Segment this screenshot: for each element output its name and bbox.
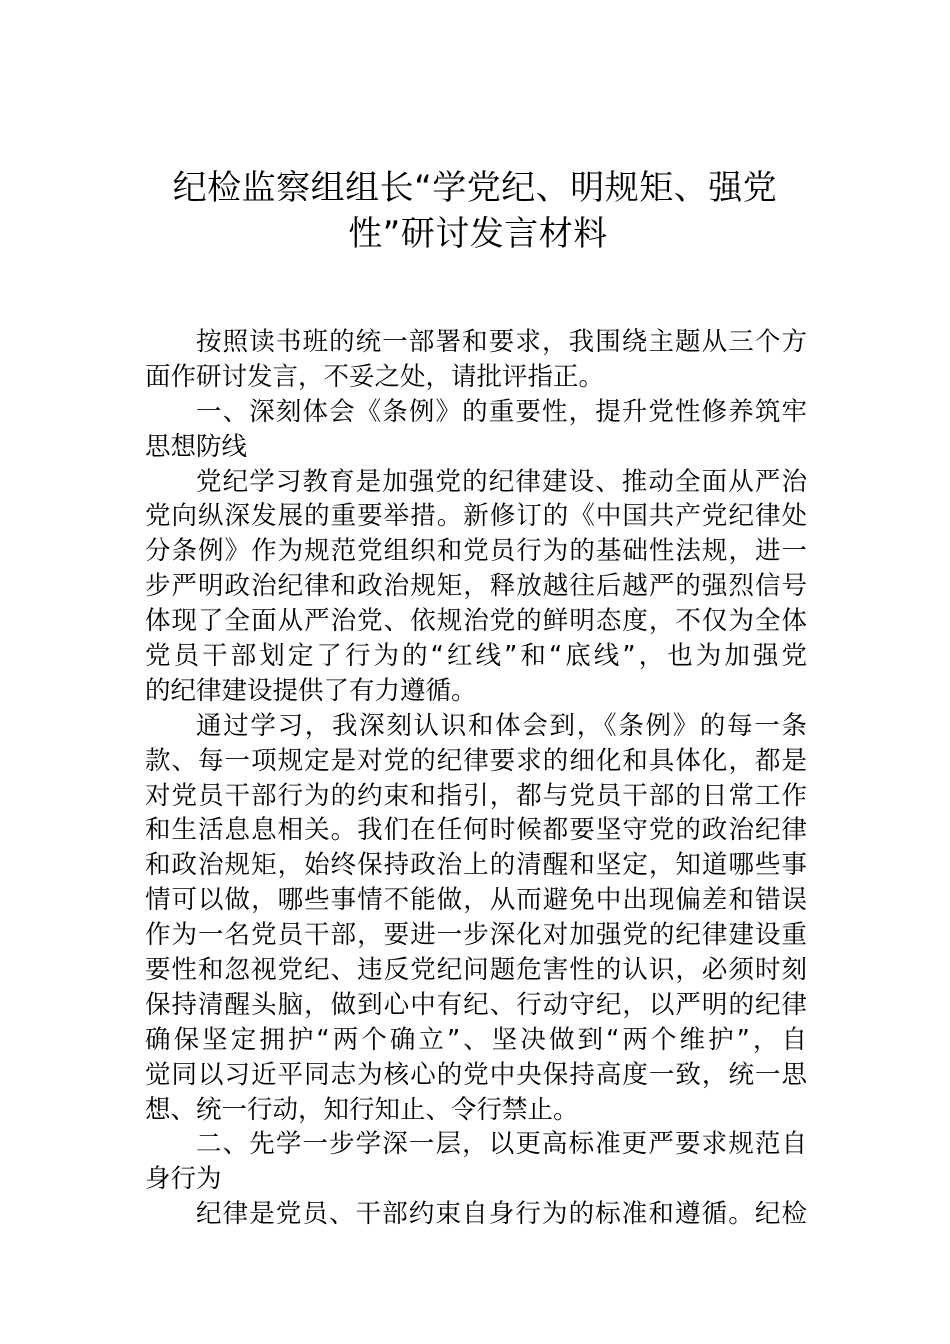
body-line: 确保坚定拥护“两个确立”、坚决做到“两个维护”，自 [145, 1024, 807, 1055]
body-line: 情可以做，哪些事情不能做，从而避免中出现偏差和错误 [145, 885, 807, 916]
body-line: 纪律是党员、干部约束自身行为的标准和遵循。纪检 [196, 1199, 807, 1230]
body-line: 通过学习，我深刻认识和体会到，《条例》的每一条 [196, 710, 807, 741]
body-line: 的纪律建设提供了有力遵循。 [145, 675, 477, 706]
document-title-line-2: 性”研讨发言材料 [348, 214, 608, 254]
body-line: 和生活息息相关。我们在任何时候都要坚守党的政治纪律 [145, 815, 807, 846]
body-line: 和政治规矩，始终保持政治上的清醒和坚定，知道哪些事 [145, 850, 807, 881]
body-line: 款、每一项规定是对党的纪律要求的细化和具体化，都是 [145, 745, 807, 776]
body-line: 要性和忽视党纪、违反党纪问题危害性的认识，必须时刻 [145, 955, 807, 986]
document-body [145, 325, 807, 1232]
section-heading-2-line-1: 二、先学一步学深一层，以更高标准更严要求规范自 [196, 1129, 807, 1160]
body-line: 按照读书班的统一部署和要求，我围绕主题从三个方 [196, 327, 807, 357]
body-line: 党向纵深发展的重要举措。新修订的《中国共产党纪律处 [145, 501, 807, 532]
body-line: 觉同以习近平同志为核心的党中央保持高度一致，统一思 [145, 1059, 807, 1090]
section-heading-1-line-2: 思想防线 [145, 431, 248, 462]
body-line: 保持清醒头脑，做到心中有纪、行动守纪，以严明的纪律 [145, 989, 807, 1020]
body-line: 分条例》作为规范党组织和党员行为的基础性法规，进一 [145, 536, 807, 567]
body-line: 体现了全面从严治党、依规治党的鲜明态度，不仅为全体 [145, 606, 807, 637]
body-line: 对党员干部行为的约束和指引，都与党员干部的日常工作 [145, 780, 807, 811]
body-line: 步严明政治纪律和政治规矩，释放越往后越严的强烈信号 [145, 571, 807, 602]
body-line: 党员干部划定了行为的“红线”和“底线”，也为加强党 [145, 641, 807, 672]
body-line: 党纪学习教育是加强党的纪律建设、推动全面从严治 [196, 466, 807, 497]
body-line: 面作研讨发言，不妥之处，请批评指正。 [145, 361, 605, 392]
section-heading-2-line-2: 身行为 [145, 1164, 222, 1195]
document-title-line-1: 纪检监察组组长“学党纪、明规矩、强党 [172, 168, 778, 208]
section-heading-1-line-1: 一、深刻体会《条例》的重要性，提升党性修养筑牢 [196, 396, 807, 427]
body-line: 作为一名党员干部，要进一步深化对加强党的纪律建设重 [145, 920, 807, 951]
body-line: 想、统一行动，知行知止、令行禁止。 [145, 1094, 579, 1125]
